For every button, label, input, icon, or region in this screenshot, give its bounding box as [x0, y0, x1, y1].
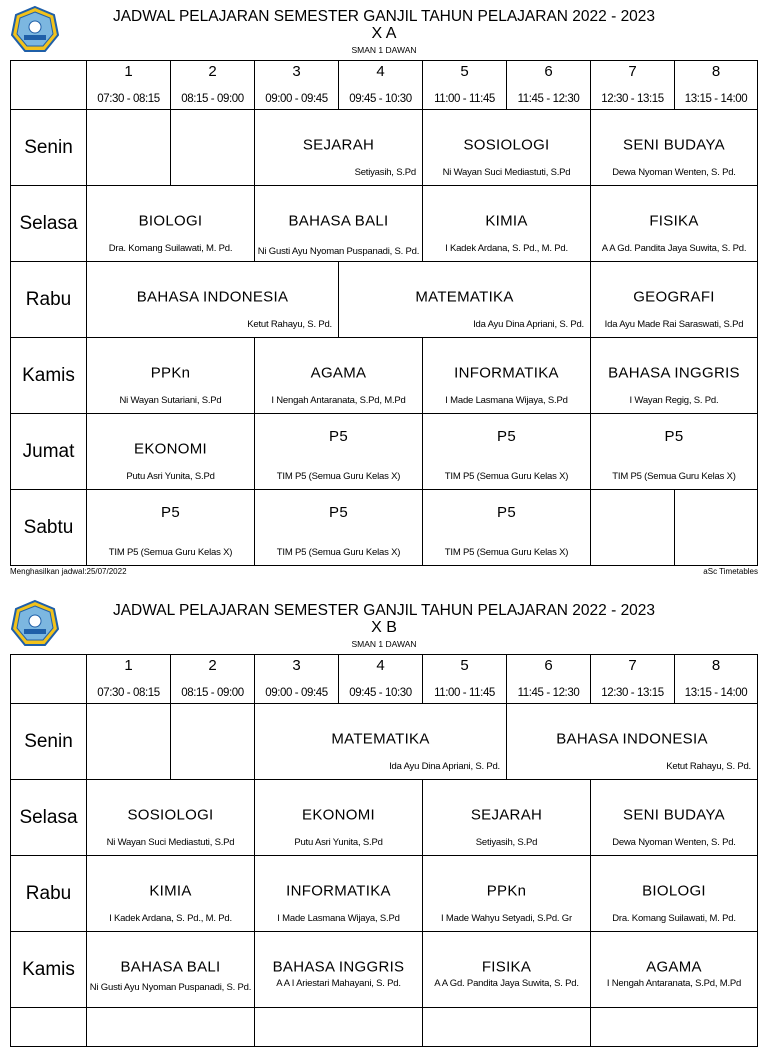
lesson-cell [422, 855, 591, 932]
subject-name: SEJARAH [470, 806, 543, 823]
subject-name: INFORMATIKA [286, 882, 391, 899]
teacher-name: Ni Wayan Suci Mediastuti, S.Pd [442, 167, 571, 178]
page-title: JADWAL PELAJARAN SEMESTER GANJIL TAHUN PELAJARAN 2022 - 2023 [112, 602, 656, 619]
day-cell [10, 703, 87, 780]
period-time: 08:15 - 09:00 [181, 687, 244, 699]
lesson-cell [590, 261, 758, 338]
day-label: Sabtu [23, 516, 74, 538]
period-time: 11:45 - 12:30 [517, 687, 580, 699]
day-cell [10, 337, 87, 414]
period-header [590, 654, 675, 704]
subject-name: SOSIOLOGI [463, 136, 550, 153]
subject-name: AGAMA [310, 364, 367, 381]
lesson-cell [422, 413, 591, 490]
period-header [338, 654, 423, 704]
subject-name: P5 [161, 504, 180, 521]
day-cell [10, 779, 87, 856]
lesson-cell [254, 489, 423, 566]
teacher-name: A A I Ariestari Mahayani, S. Pd. [276, 978, 401, 989]
day-label: Senin [24, 730, 73, 752]
empty-slot [170, 703, 255, 780]
period-number: 3 [292, 63, 301, 80]
period-number: 6 [544, 63, 553, 80]
teacher-name: I Nengah Antaranata, S.Pd, M.Pd [271, 395, 406, 406]
subject-name: PPKn [150, 364, 191, 381]
teacher-name: Dewa Nyoman Wenten, S. Pd. [612, 837, 736, 848]
lesson-cell [254, 109, 423, 186]
day-label: Selasa [19, 806, 78, 828]
empty-slot [674, 489, 758, 566]
subject-name: INFORMATIKA [454, 364, 559, 381]
period-time: 08:15 - 09:00 [181, 93, 244, 105]
lesson-cell [590, 855, 758, 932]
subject-name: P5 [664, 428, 684, 445]
subject-name: FISIKA [649, 212, 699, 229]
day-cell [10, 185, 87, 262]
subject-name: PPKn [486, 882, 527, 899]
teacher-name: TIM P5 (Semua Guru Kelas X) [108, 547, 233, 558]
period-number: 2 [208, 657, 217, 674]
day-cell [10, 261, 87, 338]
subject-name: KIMIA [149, 882, 192, 899]
period-number: 4 [376, 63, 385, 80]
day-label: Senin [24, 136, 73, 158]
subject-name: P5 [329, 504, 348, 521]
lesson-cell [254, 931, 423, 1008]
teacher-name: TIM P5 (Semua Guru Kelas X) [444, 547, 569, 558]
period-header [674, 60, 758, 110]
lesson-cell [254, 185, 423, 262]
lesson-cell [590, 779, 758, 856]
lesson-cell [506, 703, 758, 780]
teacher-name: A A Gd. Pandita Jaya Suwita, S. Pd. [601, 243, 747, 254]
period-header [170, 654, 255, 704]
day-cell [10, 931, 87, 1008]
lesson-cell [254, 337, 423, 414]
period-time: 11:00 - 11:45 [434, 687, 495, 699]
period-number: 7 [628, 63, 637, 80]
lesson-cell [590, 109, 758, 186]
day-cell [10, 489, 87, 566]
period-header [422, 60, 507, 110]
period-header [422, 654, 507, 704]
period-time: 13:15 - 14:00 [684, 93, 748, 105]
empty-slot [86, 109, 171, 186]
period-number: 8 [711, 657, 721, 674]
subject-name: MATEMATIKA [415, 288, 514, 305]
lesson-cell [254, 413, 423, 490]
teacher-name: Ni Gusti Ayu Nyoman Puspanadi, S. Pd. [257, 246, 420, 257]
period-number: 6 [544, 657, 553, 674]
period-number: 5 [460, 657, 469, 674]
subject-name: KIMIA [485, 212, 528, 229]
teacher-name: TIM P5 (Semua Guru Kelas X) [612, 471, 736, 482]
teacher-name: Ida Ayu Dina Apriani, S. Pd. [389, 761, 500, 772]
period-time: 09:45 - 10:30 [349, 93, 412, 105]
day-cell [10, 413, 87, 490]
subject-name: P5 [497, 504, 516, 521]
lesson-cell [86, 779, 255, 856]
lesson-cell [422, 779, 591, 856]
period-time: 09:00 - 09:45 [265, 93, 328, 105]
day-label: Rabu [25, 288, 72, 310]
generator-credit: aSc Timetables [703, 567, 758, 576]
day-label: Kamis [22, 364, 75, 386]
period-time: 09:00 - 09:45 [265, 687, 328, 699]
lesson-cell [86, 931, 255, 1008]
lesson-cell [86, 489, 255, 566]
period-time: 07:30 - 08:15 [97, 93, 160, 105]
school-name: SMAN 1 DAWAN [351, 45, 417, 55]
teacher-name: Dewa Nyoman Wenten, S. Pd. [612, 167, 736, 178]
period-header [338, 60, 423, 110]
period-number: 7 [628, 657, 637, 674]
period-time: 11:45 - 12:30 [517, 93, 580, 105]
subject-name: AGAMA [646, 958, 702, 975]
teacher-name: Ida Ayu Made Rai Saraswati, S.Pd [604, 319, 744, 330]
subject-name: BAHASA INDONESIA [556, 730, 708, 747]
corner-cell [10, 654, 87, 704]
period-header [86, 60, 171, 110]
class-name: X A [371, 25, 397, 42]
teacher-name: A A Gd. Pandita Jaya Suwita, S. Pd. [434, 978, 579, 989]
period-time: 09:45 - 10:30 [349, 687, 412, 699]
teacher-name: I Nengah Antaranata, S.Pd, M.Pd [606, 978, 742, 989]
page-title: JADWAL PELAJARAN SEMESTER GANJIL TAHUN PELAJARAN 2022 - 2023 [112, 8, 656, 25]
period-number: 3 [292, 657, 301, 674]
lesson-cell [422, 337, 591, 414]
lesson-cell [86, 261, 339, 338]
period-header [674, 654, 758, 704]
period-number: 2 [208, 63, 217, 80]
subject-name: BAHASA INGGRIS [272, 958, 405, 975]
period-number: 1 [124, 63, 133, 80]
teacher-name: Ni Gusti Ayu Nyoman Puspanadi, S. Pd. [89, 982, 252, 993]
subject-name: BAHASA INDONESIA [136, 288, 289, 305]
teacher-name: I Kadek Ardana, S. Pd., M. Pd. [109, 913, 232, 924]
period-number: 4 [376, 657, 385, 674]
lesson-cell [254, 855, 423, 932]
subject-name: P5 [329, 428, 348, 445]
period-time: 13:15 - 14:00 [684, 687, 748, 699]
subject-name: EKONOMI [134, 440, 207, 457]
empty-slot [590, 489, 675, 566]
period-time: 07:30 - 08:15 [97, 687, 160, 699]
period-time: 12:30 - 13:15 [601, 93, 664, 105]
lesson-cell [86, 337, 255, 414]
lesson-cell [590, 337, 758, 414]
subject-name: BIOLOGI [642, 882, 706, 899]
day-label: Selasa [19, 212, 78, 234]
teacher-name: I Made Lasmana Wijaya, S.Pd [445, 395, 568, 406]
day-label: Jumat [22, 440, 75, 462]
day-label: Rabu [25, 882, 72, 904]
teacher-name: TIM P5 (Semua Guru Kelas X) [276, 471, 401, 482]
teacher-name: Putu Asri Yunita, S.Pd [126, 471, 215, 482]
subject-name: GEOGRAFI [633, 288, 715, 305]
period-header [506, 60, 591, 110]
subject-name: BAHASA INGGRIS [608, 364, 740, 381]
teacher-name: Dra. Komang Suilawati, M. Pd. [612, 913, 736, 924]
teacher-name: I Made Wahyu Setyadi, S.Pd. Gr [441, 913, 572, 924]
teacher-name: TIM P5 (Semua Guru Kelas X) [444, 471, 569, 482]
subject-name: SENI BUDAYA [623, 806, 725, 823]
lesson-cell [590, 413, 758, 490]
teacher-name: Ni Wayan Sutariani, S.Pd [119, 395, 222, 406]
lesson-cell [86, 413, 255, 490]
teacher-name: Setiyasih, S.Pd [475, 837, 538, 848]
lesson-cell [254, 703, 507, 780]
lesson-cell [422, 1007, 591, 1047]
subject-name: BIOLOGI [138, 212, 203, 229]
period-header [254, 60, 339, 110]
empty-slot [170, 109, 255, 186]
lesson-cell [590, 1007, 758, 1047]
subject-name: SEJARAH [302, 136, 375, 153]
period-header [590, 60, 675, 110]
empty-slot [86, 703, 171, 780]
lesson-cell [422, 109, 591, 186]
teacher-name: Dra. Komang Suilawati, M. Pd. [108, 243, 233, 254]
subject-name: MATEMATIKA [331, 730, 430, 747]
period-number: 5 [460, 63, 469, 80]
teacher-name: Ni Wayan Suci Mediastuti, S.Pd [106, 837, 235, 848]
lesson-cell [254, 1007, 423, 1047]
period-header [170, 60, 255, 110]
lesson-cell [590, 185, 758, 262]
day-label: Kamis [22, 958, 75, 980]
subject-name: SENI BUDAYA [623, 136, 725, 153]
period-header [506, 654, 591, 704]
teacher-name: TIM P5 (Semua Guru Kelas X) [276, 547, 401, 558]
teacher-name: Ida Ayu Dina Apriani, S. Pd. [473, 319, 584, 330]
period-header [86, 654, 171, 704]
teacher-name: Ketut Rahayu, S. Pd. [666, 761, 751, 772]
teacher-name: I Kadek Ardana, S. Pd., M. Pd. [445, 243, 568, 254]
period-number: 8 [711, 63, 721, 80]
lesson-cell [86, 185, 255, 262]
day-cell [10, 1007, 87, 1047]
teacher-name: I Made Lasmana Wijaya, S.Pd [277, 913, 400, 924]
teacher-name: Ketut Rahayu, S. Pd. [247, 319, 332, 330]
lesson-cell [422, 185, 591, 262]
subject-name: EKONOMI [302, 806, 375, 823]
generated-date: Menghasilkan jadwal:25/07/2022 [10, 567, 127, 576]
teacher-name: Setiyasih, S.Pd [354, 167, 416, 178]
lesson-cell [86, 1007, 255, 1047]
subject-name: BAHASA BALI [288, 212, 389, 229]
lesson-cell [590, 931, 758, 1008]
school-name: SMAN 1 DAWAN [351, 639, 417, 649]
lesson-cell [422, 931, 591, 1008]
day-cell [10, 855, 87, 932]
period-time: 11:00 - 11:45 [434, 93, 495, 105]
class-name: X B [371, 619, 397, 636]
lesson-cell [254, 779, 423, 856]
subject-name: SOSIOLOGI [127, 806, 214, 823]
corner-cell [10, 60, 87, 110]
period-time: 12:30 - 13:15 [601, 687, 664, 699]
subject-name: BAHASA BALI [120, 958, 221, 975]
lesson-cell [86, 855, 255, 932]
teacher-name: I Wayan Regig, S. Pd. [629, 395, 719, 406]
lesson-cell [422, 489, 591, 566]
subject-name: P5 [497, 428, 516, 445]
period-header [254, 654, 339, 704]
day-cell [10, 109, 87, 186]
period-number: 1 [124, 657, 133, 674]
lesson-cell [338, 261, 591, 338]
teacher-name: Putu Asri Yunita, S.Pd [294, 837, 383, 848]
subject-name: FISIKA [481, 958, 532, 975]
